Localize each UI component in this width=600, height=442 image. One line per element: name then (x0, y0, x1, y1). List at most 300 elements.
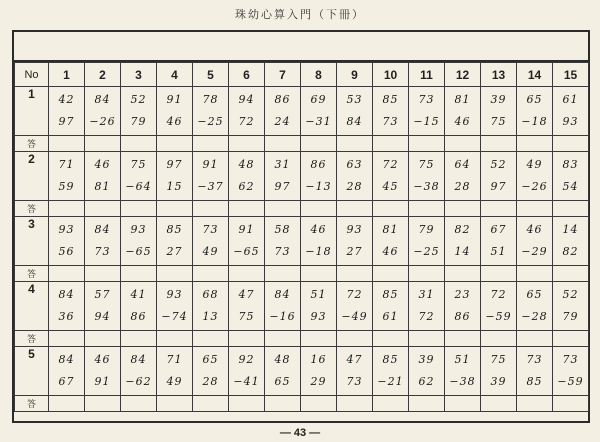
answer-cell[interactable] (265, 396, 301, 412)
addend-bottom: 49 (202, 245, 219, 258)
addend-bottom: −62 (125, 375, 152, 388)
addend-top: 14 (562, 223, 579, 236)
answer-cell[interactable] (229, 136, 265, 152)
problem-cell (445, 282, 481, 331)
answer-cell[interactable] (265, 201, 301, 217)
answer-cell[interactable] (409, 266, 445, 282)
row-number: 5 (15, 347, 49, 396)
addend-bottom: 93 (562, 115, 579, 128)
problem-cell (301, 347, 337, 396)
answer-cell[interactable] (553, 396, 589, 412)
problem-row (15, 217, 589, 266)
answer-cell[interactable] (229, 266, 265, 282)
answer-cell[interactable] (121, 201, 157, 217)
addend-top: 75 (490, 353, 507, 366)
answer-cell[interactable] (49, 266, 85, 282)
answer-cell[interactable] (265, 136, 301, 152)
addend-bottom: 73 (382, 115, 399, 128)
answer-cell[interactable] (193, 266, 229, 282)
addend-bottom: −28 (521, 310, 548, 323)
addend-top: 85 (382, 353, 399, 366)
problem-cell (409, 347, 445, 396)
problem-cell (157, 282, 193, 331)
answer-cell[interactable] (157, 136, 193, 152)
addend-bottom: 85 (526, 375, 543, 388)
answer-cell[interactable] (445, 331, 481, 347)
problem-cell (157, 87, 193, 136)
answer-cell[interactable] (157, 201, 193, 217)
addend-bottom: 62 (418, 375, 435, 388)
problem-cell (265, 152, 301, 201)
addend-bottom: −41 (233, 375, 260, 388)
problem-cell (85, 217, 121, 266)
answer-cell[interactable] (229, 331, 265, 347)
addend-top: 16 (310, 353, 327, 366)
problem-cell (49, 87, 85, 136)
answer-cell[interactable] (301, 266, 337, 282)
answer-cell[interactable] (337, 201, 373, 217)
addend-bottom: −65 (125, 245, 152, 258)
addend-bottom: 54 (562, 180, 579, 193)
addend-bottom: −38 (449, 375, 476, 388)
addend-bottom: 13 (202, 310, 219, 323)
addend-bottom: 39 (490, 375, 507, 388)
addend-bottom: 14 (454, 245, 471, 258)
addend-bottom: 91 (94, 375, 111, 388)
problem-cell (373, 217, 409, 266)
answer-cell[interactable] (121, 136, 157, 152)
problem-cell (301, 282, 337, 331)
addend-bottom: 84 (346, 115, 363, 128)
answer-cell[interactable] (517, 331, 553, 347)
addend-top: 93 (58, 223, 75, 236)
answer-cell[interactable] (445, 136, 481, 152)
problem-cell (229, 347, 265, 396)
problem-cell (193, 87, 229, 136)
addend-bottom: 67 (58, 375, 75, 388)
problem-cell (265, 87, 301, 136)
addend-top: 46 (526, 223, 543, 236)
answer-cell[interactable] (193, 201, 229, 217)
problem-cell (373, 87, 409, 136)
answer-row (15, 331, 589, 347)
addend-bottom: −25 (197, 115, 224, 128)
problem-cell (193, 217, 229, 266)
addend-bottom: 28 (202, 375, 219, 388)
addend-top: 71 (166, 353, 183, 366)
answer-cell[interactable] (517, 266, 553, 282)
addend-top: 97 (166, 158, 183, 171)
addend-top: 83 (562, 158, 579, 171)
problem-cell (157, 152, 193, 201)
addend-bottom: 62 (238, 180, 255, 193)
addend-bottom: −26 (89, 115, 116, 128)
answer-cell[interactable] (481, 201, 517, 217)
addend-top: 49 (526, 158, 543, 171)
addend-bottom: 73 (274, 245, 291, 258)
problem-cell (265, 347, 301, 396)
addend-bottom: 73 (94, 245, 111, 258)
problem-cell (517, 217, 553, 266)
addend-top: 94 (238, 93, 255, 106)
addend-bottom: 27 (166, 245, 183, 258)
problem-cell (121, 87, 157, 136)
answer-cell[interactable] (121, 266, 157, 282)
addend-bottom: 49 (166, 375, 183, 388)
addend-bottom: 79 (130, 115, 147, 128)
addend-bottom: 27 (346, 245, 363, 258)
answer-cell[interactable] (157, 331, 193, 347)
addend-bottom: −59 (557, 375, 584, 388)
addend-bottom: 97 (490, 180, 507, 193)
answer-cell[interactable] (373, 396, 409, 412)
addend-top: 72 (490, 288, 507, 301)
addend-bottom: 79 (562, 310, 579, 323)
addend-bottom: 82 (562, 245, 579, 258)
worksheet (12, 30, 590, 423)
addend-top: 65 (202, 353, 219, 366)
addend-top: 75 (130, 158, 147, 171)
page-title: 珠幼心算入門（下冊） (235, 8, 365, 21)
problem-cell (409, 282, 445, 331)
answer-cell[interactable] (157, 396, 193, 412)
addend-bottom: 28 (454, 180, 471, 193)
problem-cell (553, 87, 589, 136)
blank-header-band (14, 32, 588, 62)
answer-cell[interactable] (85, 136, 121, 152)
addend-top: 64 (454, 158, 471, 171)
answer-row (15, 136, 589, 152)
answer-cell[interactable] (517, 201, 553, 217)
answer-cell[interactable] (121, 331, 157, 347)
addend-top: 72 (382, 158, 399, 171)
addend-top: 67 (490, 223, 507, 236)
problem-cell (373, 152, 409, 201)
addend-bottom: 97 (58, 115, 75, 128)
addend-top: 57 (94, 288, 111, 301)
addend-top: 84 (94, 223, 111, 236)
addend-top: 31 (418, 288, 435, 301)
addend-bottom: 45 (382, 180, 399, 193)
addend-top: 86 (274, 93, 291, 106)
answer-cell[interactable] (409, 201, 445, 217)
addend-top: 52 (490, 158, 507, 171)
addend-top: 51 (454, 353, 471, 366)
addend-bottom: 81 (94, 180, 111, 193)
addend-bottom: 46 (454, 115, 471, 128)
answer-cell[interactable] (193, 396, 229, 412)
problem-cell (265, 217, 301, 266)
addend-bottom: 94 (94, 310, 111, 323)
addend-top: 46 (94, 353, 111, 366)
addend-bottom: −59 (485, 310, 512, 323)
answer-cell[interactable] (481, 396, 517, 412)
column-header: 11 (409, 63, 445, 87)
column-header: 1 (49, 63, 85, 87)
column-header: 2 (85, 63, 121, 87)
addend-top: 52 (562, 288, 579, 301)
answer-cell[interactable] (265, 331, 301, 347)
addend-top: 48 (238, 158, 255, 171)
addend-top: 53 (346, 93, 363, 106)
answer-cell[interactable] (553, 266, 589, 282)
problem-row (15, 87, 589, 136)
problem-cell (193, 282, 229, 331)
answer-cell[interactable] (85, 331, 121, 347)
answer-label: 答 (15, 201, 49, 217)
answer-cell[interactable] (481, 331, 517, 347)
problem-cell (337, 347, 373, 396)
addend-top: 91 (238, 223, 255, 236)
addend-bottom: 46 (166, 115, 183, 128)
column-header-row (15, 63, 589, 87)
answer-cell[interactable] (193, 331, 229, 347)
problem-cell (517, 282, 553, 331)
addend-top: 85 (382, 288, 399, 301)
addend-top: 91 (166, 93, 183, 106)
row-number: 3 (15, 217, 49, 266)
answer-cell[interactable] (481, 136, 517, 152)
addend-bottom: −49 (341, 310, 368, 323)
problem-cell (85, 282, 121, 331)
answer-cell[interactable] (337, 266, 373, 282)
answer-cell[interactable] (193, 136, 229, 152)
addend-bottom: 86 (454, 310, 471, 323)
addend-top: 75 (418, 158, 435, 171)
addend-bottom: 51 (490, 245, 507, 258)
column-header: 3 (121, 63, 157, 87)
problem-cell (481, 87, 517, 136)
page-number: — 43 — (279, 427, 321, 439)
addend-top: 86 (310, 158, 327, 171)
problem-cell (301, 217, 337, 266)
addend-bottom: −74 (161, 310, 188, 323)
answer-cell[interactable] (265, 266, 301, 282)
addend-top: 85 (166, 223, 183, 236)
addend-top: 61 (562, 93, 579, 106)
problem-cell (49, 152, 85, 201)
problem-cell (445, 152, 481, 201)
answer-cell[interactable] (409, 136, 445, 152)
answer-cell[interactable] (85, 396, 121, 412)
problem-row (15, 152, 589, 201)
answer-cell[interactable] (409, 331, 445, 347)
problem-cell (301, 87, 337, 136)
problem-cell (229, 217, 265, 266)
problem-cell (337, 282, 373, 331)
addend-bottom: 72 (418, 310, 435, 323)
answer-cell[interactable] (553, 136, 589, 152)
addend-bottom: 61 (382, 310, 399, 323)
problem-cell (121, 347, 157, 396)
addend-bottom: 75 (238, 310, 255, 323)
answer-cell[interactable] (517, 396, 553, 412)
table-body (15, 87, 589, 412)
answer-cell[interactable] (301, 201, 337, 217)
addend-top: 81 (454, 93, 471, 106)
problem-cell (229, 87, 265, 136)
column-header: 10 (373, 63, 409, 87)
problem-cell (337, 217, 373, 266)
addend-bottom: 72 (238, 115, 255, 128)
addend-bottom: 93 (310, 310, 327, 323)
answer-cell[interactable] (445, 396, 481, 412)
answer-cell[interactable] (553, 201, 589, 217)
addend-bottom: 29 (310, 375, 327, 388)
column-header: 6 (229, 63, 265, 87)
answer-cell[interactable] (409, 396, 445, 412)
problem-cell (553, 282, 589, 331)
answer-cell[interactable] (337, 136, 373, 152)
column-header: 4 (157, 63, 193, 87)
addend-top: 92 (238, 353, 255, 366)
addend-bottom: 15 (166, 180, 183, 193)
problem-cell (121, 282, 157, 331)
problem-cell (265, 282, 301, 331)
addend-top: 52 (130, 93, 147, 106)
addend-top: 46 (310, 223, 327, 236)
answer-cell[interactable] (85, 266, 121, 282)
problem-cell (85, 347, 121, 396)
answer-cell[interactable] (229, 201, 265, 217)
answer-cell[interactable] (229, 396, 265, 412)
answer-row (15, 201, 589, 217)
addend-top: 39 (418, 353, 435, 366)
answer-cell[interactable] (157, 266, 193, 282)
addend-bottom: 97 (274, 180, 291, 193)
column-header: 8 (301, 63, 337, 87)
answer-cell[interactable] (337, 331, 373, 347)
problem-cell (517, 152, 553, 201)
addend-bottom: −29 (521, 245, 548, 258)
answer-label: 答 (15, 136, 49, 152)
addend-top: 84 (58, 288, 75, 301)
problem-cell (229, 282, 265, 331)
addend-bottom: −64 (125, 180, 152, 193)
addend-top: 39 (490, 93, 507, 106)
addend-bottom: 65 (274, 375, 291, 388)
problem-cell (121, 152, 157, 201)
column-header: 13 (481, 63, 517, 87)
addend-top: 68 (202, 288, 219, 301)
problem-cell (49, 347, 85, 396)
addend-bottom: −21 (377, 375, 404, 388)
addend-bottom: −37 (197, 180, 224, 193)
answer-cell[interactable] (301, 136, 337, 152)
answer-cell[interactable] (373, 266, 409, 282)
addend-top: 47 (238, 288, 255, 301)
answer-cell[interactable] (445, 201, 481, 217)
answer-cell[interactable] (49, 201, 85, 217)
problem-cell (481, 282, 517, 331)
addend-top: 58 (274, 223, 291, 236)
addend-bottom: 75 (490, 115, 507, 128)
addend-top: 91 (202, 158, 219, 171)
problem-cell (481, 217, 517, 266)
problem-row (15, 347, 589, 396)
problem-cell (49, 217, 85, 266)
addend-top: 42 (58, 93, 75, 106)
addend-top: 51 (310, 288, 327, 301)
answer-cell[interactable] (301, 396, 337, 412)
column-header: 15 (553, 63, 589, 87)
problem-cell (445, 347, 481, 396)
problem-table (14, 62, 589, 412)
problem-cell (229, 152, 265, 201)
row-number: 4 (15, 282, 49, 331)
addend-top: 47 (346, 353, 363, 366)
answer-cell[interactable] (373, 331, 409, 347)
addend-top: 73 (526, 353, 543, 366)
column-header: 5 (193, 63, 229, 87)
addend-top: 73 (202, 223, 219, 236)
answer-cell[interactable] (373, 136, 409, 152)
addend-bottom: −13 (305, 180, 332, 193)
problem-cell (157, 347, 193, 396)
row-number: 1 (15, 87, 49, 136)
problem-cell (553, 347, 589, 396)
answer-cell[interactable] (49, 136, 85, 152)
addend-top: 65 (526, 288, 543, 301)
addend-bottom: −26 (521, 180, 548, 193)
addend-bottom: 28 (346, 180, 363, 193)
answer-cell[interactable] (445, 266, 481, 282)
addend-top: 84 (130, 353, 147, 366)
problem-cell (193, 152, 229, 201)
addend-bottom: 36 (58, 310, 75, 323)
column-header: 9 (337, 63, 373, 87)
addend-bottom: 59 (58, 180, 75, 193)
addend-top: 48 (274, 353, 291, 366)
answer-label: 答 (15, 396, 49, 412)
addend-top: 93 (166, 288, 183, 301)
column-header: 14 (517, 63, 553, 87)
problem-cell (445, 217, 481, 266)
addend-top: 84 (94, 93, 111, 106)
problem-cell (301, 152, 337, 201)
problem-cell (85, 87, 121, 136)
problem-cell (121, 217, 157, 266)
answer-cell[interactable] (337, 396, 373, 412)
answer-cell[interactable] (481, 266, 517, 282)
answer-cell[interactable] (85, 201, 121, 217)
addend-bottom: −15 (413, 115, 440, 128)
answer-cell[interactable] (121, 396, 157, 412)
problem-row (15, 282, 589, 331)
addend-top: 84 (274, 288, 291, 301)
addend-top: 72 (346, 288, 363, 301)
problem-cell (517, 87, 553, 136)
problem-cell (337, 152, 373, 201)
addend-bottom: 46 (382, 245, 399, 258)
problem-cell (49, 282, 85, 331)
addend-top: 93 (130, 223, 147, 236)
problem-cell (373, 347, 409, 396)
addend-top: 93 (346, 223, 363, 236)
addend-bottom: −18 (521, 115, 548, 128)
addend-bottom: −16 (269, 310, 296, 323)
answer-cell[interactable] (49, 396, 85, 412)
answer-cell[interactable] (517, 136, 553, 152)
addend-top: 85 (382, 93, 399, 106)
answer-cell[interactable] (373, 201, 409, 217)
addend-bottom: −25 (413, 245, 440, 258)
answer-cell[interactable] (553, 331, 589, 347)
answer-cell[interactable] (49, 331, 85, 347)
answer-row (15, 396, 589, 412)
addend-top: 73 (418, 93, 435, 106)
answer-cell[interactable] (301, 331, 337, 347)
